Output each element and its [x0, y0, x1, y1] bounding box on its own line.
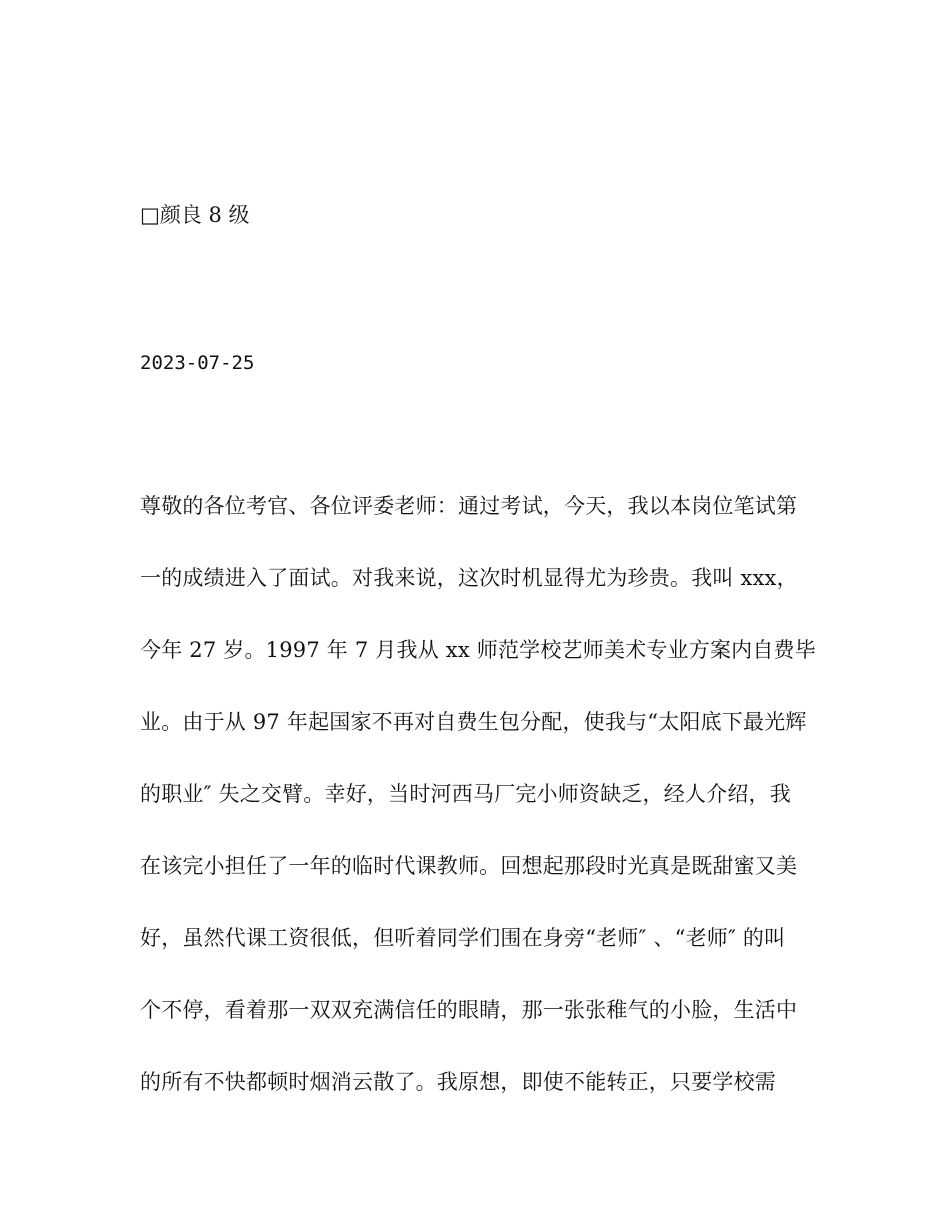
body-line: 好，虽然代课工资很低，但听着同学们围在身旁“老师″ 、“老师″ 的叫 — [140, 926, 786, 950]
body-line: 的职业″ 失之交臂。幸好，当时河西马厂完小师资缺乏，经人介绍，我 — [140, 782, 791, 806]
author-line: □颜良 8 级 — [140, 203, 250, 227]
body-line: 的所有不快都顿时烟消云散了。我原想，即使不能转正，只要学校需 — [140, 1070, 776, 1094]
document-date: 2023-07-25 — [140, 352, 255, 374]
body-line: 业。由于从 97 年起国家不再对自费生包分配，使我与“太阳底下最光辉 — [140, 710, 807, 734]
body-line: 一的成绩进入了面试。对我来说，这次时机显得尤为珍贵。我叫 xxx， — [140, 566, 798, 590]
body-line: 在该完小担任了一年的临时代课教师。回想起那段时光真是既甜蜜又美 — [140, 854, 798, 878]
body-text — [140, 490, 820, 1138]
body-line: 尊敬的各位考官、各位评委老师：通过考试，今天，我以本岗位笔试第 — [140, 494, 798, 518]
body-line: 今年 27 岁。1997 年 7 月我从 xx 师范学校艺师美术专业方案内自费毕 — [140, 638, 816, 662]
body-line: 个不停，看着那一双双充满信任的眼睛，那一张张稚气的小脸，生活中 — [140, 998, 798, 1022]
